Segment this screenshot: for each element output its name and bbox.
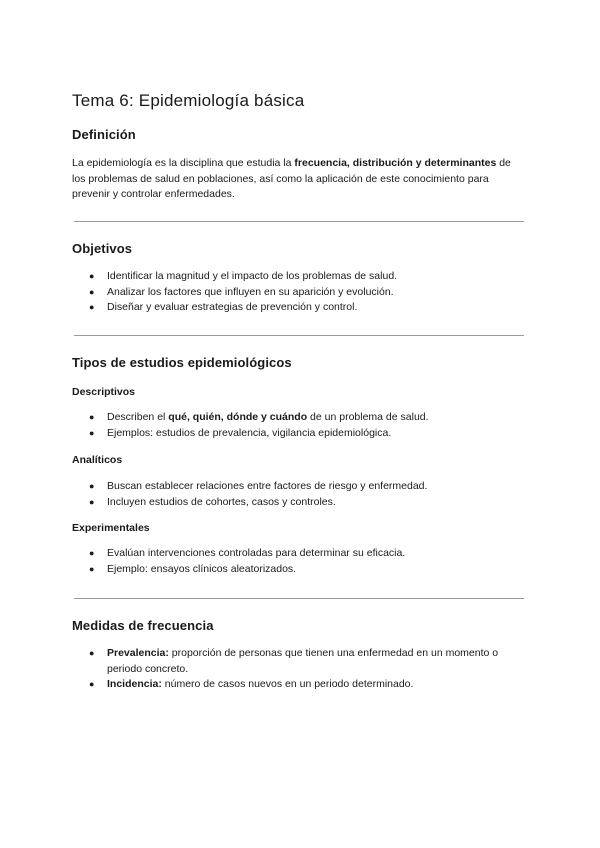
- list-item-text: de un problema de salud.: [307, 411, 429, 423]
- section-divider: [74, 598, 524, 599]
- analiticos-heading: Analíticos: [72, 454, 123, 466]
- section-divider: [74, 221, 524, 222]
- experimentales-heading: Experimentales: [72, 522, 150, 534]
- list-item-bold: qué, quién, dónde y cuándo: [168, 411, 308, 423]
- objetivos-heading: Objetivos: [72, 241, 133, 256]
- objetivos-list: [72, 269, 524, 316]
- list-item-text: Diseñar y evaluar estrategias de prevención y control.: [107, 301, 358, 313]
- bullet-icon: ●: [89, 563, 95, 574]
- analiticos-list: [72, 479, 524, 510]
- bullet-icon: ●: [89, 286, 95, 297]
- list-item: [72, 300, 524, 316]
- bullet-icon: ●: [89, 548, 95, 558]
- list-item-text: Analizar los factores que influyen en su aparición y evolución.: [107, 285, 394, 298]
- definicion-heading: Definición: [72, 127, 136, 142]
- list-item-text: Ejemplo: ensayos clínicos aleatorizados.: [107, 562, 297, 575]
- list-item-text: número de casos nuevos en un periodo determinado.: [161, 678, 414, 690]
- bullet-icon: ●: [89, 679, 95, 689]
- bullet-icon: ●: [89, 648, 95, 658]
- medidas-list: [72, 646, 524, 693]
- tipos-heading: Tipos de estudios epidemiológicos: [72, 355, 292, 370]
- descriptivos-heading: Descriptivos: [72, 386, 136, 398]
- list-item-text: Describen el: [107, 411, 169, 423]
- definicion-text-end: de los problemas de salud en poblaciones, así como la aplicación de este conocimiento para prevenir y controlar enfermedades.: [72, 157, 511, 200]
- bullet-icon: ●: [89, 496, 95, 507]
- page-title: Tema 6: Epidemiología básica: [72, 91, 305, 110]
- list-item-text: Evalúan intervenciones controladas para determinar su eficacia.: [107, 547, 406, 559]
- bullet-icon: ●: [89, 302, 95, 312]
- list-item: [72, 479, 524, 495]
- list-item: [72, 677, 524, 693]
- medidas-heading: Medidas de frecuencia: [72, 618, 214, 633]
- definicion-paragraph: [72, 156, 524, 203]
- list-item: [72, 646, 524, 677]
- list-item: [72, 285, 524, 301]
- list-item-term: Incidencia:: [107, 678, 162, 690]
- list-item-text: Buscan establecer relaciones entre factores de riesgo y enfermedad.: [107, 480, 428, 492]
- list-item-text: proporción de personas que tienen una enfermedad en un momento o periodo concreto.: [107, 647, 499, 675]
- list-item-text: Incluyen estudios de cohortes, casos y controles.: [107, 495, 336, 508]
- experimentales-list: [72, 546, 524, 577]
- list-item: [72, 495, 524, 511]
- list-item: [72, 562, 524, 578]
- bullet-icon: ●: [89, 427, 95, 438]
- definicion-text-start: La epidemiología es la disciplina que estudia la: [72, 157, 295, 169]
- descriptivos-list: [72, 410, 524, 441]
- list-item: [72, 546, 524, 562]
- bullet-icon: ●: [89, 412, 95, 422]
- list-item: [72, 426, 524, 442]
- list-item-text: Identificar la magnitud y el impacto de los problemas de salud.: [107, 270, 398, 282]
- list-item: [72, 269, 524, 285]
- section-divider: [74, 335, 524, 336]
- definicion-text-bold: frecuencia, distribución y determinantes: [294, 157, 497, 169]
- list-item: [72, 410, 524, 426]
- bullet-icon: ●: [89, 271, 95, 281]
- bullet-icon: ●: [89, 481, 95, 491]
- list-item-text: Ejemplos: estudios de prevalencia, vigilancia epidemiológica.: [107, 426, 392, 439]
- list-item-term: Prevalencia:: [107, 647, 169, 659]
